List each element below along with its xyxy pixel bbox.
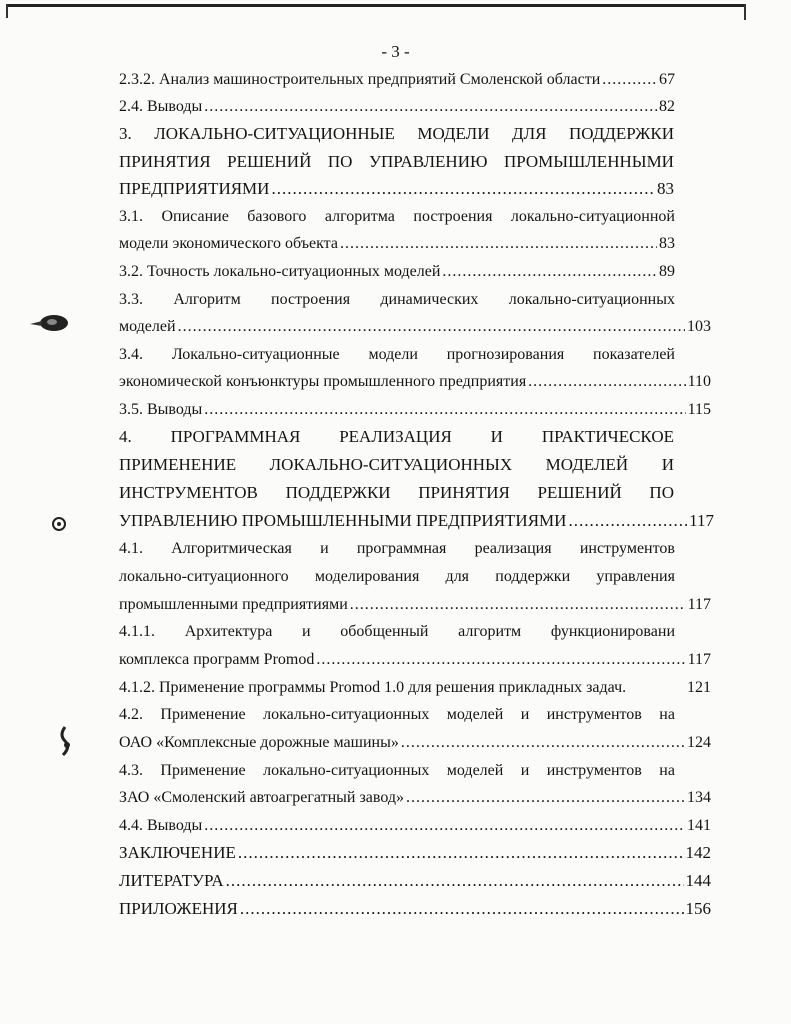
toc-entry-page: 82 xyxy=(659,98,675,115)
toc-entry-title: ЗАКЛЮЧЕНИЕ xyxy=(119,843,236,862)
word: обобщенный xyxy=(340,623,429,640)
toc-entry xyxy=(119,95,675,119)
toc-entry-title: модели экономического объекта xyxy=(119,235,338,252)
word: ПРАКТИЧЕСКОЕ xyxy=(541,427,674,446)
ink-spot-mark xyxy=(50,515,68,533)
word: 4.3. xyxy=(119,762,143,779)
toc-entry-page: 83 xyxy=(659,235,675,252)
toc-entry-title: экономической конъюнктуры промышленного предприятия xyxy=(119,373,527,390)
word: МОДЕЛИ xyxy=(417,124,490,143)
word: Алгоритм xyxy=(173,291,241,308)
leader-dots xyxy=(204,95,657,119)
toc-entry-page: 134 xyxy=(687,789,711,806)
word: функционировани xyxy=(550,623,675,640)
word: ПРИМЕНЕНИЕ xyxy=(119,455,237,474)
toc-entry xyxy=(119,897,711,921)
word: Применение xyxy=(160,706,246,723)
toc-heading-line xyxy=(119,122,674,146)
word: 3. xyxy=(119,124,132,143)
leader-dots xyxy=(271,177,655,201)
toc-entry-page: 83 xyxy=(657,179,674,198)
leader-dots xyxy=(204,814,685,838)
toc-entry-page: 117 xyxy=(689,511,714,530)
ink-spot-mark xyxy=(55,725,75,761)
toc-entry-title: 3.5. Выводы xyxy=(119,401,203,418)
word: ПРИНЯТИЯ xyxy=(418,483,510,502)
toc-entry-page: 115 xyxy=(687,401,711,418)
word: ПОДДЕРЖКИ xyxy=(285,483,391,502)
word: Локально-ситуационные xyxy=(171,346,340,363)
word: базового xyxy=(247,208,307,225)
toc-entry-title: ЛИТЕРАТУРА xyxy=(119,871,224,890)
toc-entry-page: 103 xyxy=(687,318,711,335)
word: инструментов xyxy=(546,706,642,723)
word: РЕШЕНИЙ xyxy=(227,152,312,171)
leader-dots xyxy=(238,841,684,865)
toc-entry-page: 67 xyxy=(659,71,675,88)
punch-hole-mark xyxy=(28,310,74,336)
toc-entry xyxy=(119,841,711,865)
toc-entry-page: 142 xyxy=(685,843,711,862)
page-border-right xyxy=(744,4,746,20)
toc-entry-line xyxy=(119,343,675,367)
toc-entry-line xyxy=(119,759,675,783)
word: РЕШЕНИЙ xyxy=(537,483,622,502)
word: ДЛЯ xyxy=(512,124,547,143)
word: локально-ситуационных xyxy=(508,291,675,308)
leader-dots xyxy=(178,315,685,339)
toc-heading-line xyxy=(119,150,674,174)
toc-entry xyxy=(119,177,674,201)
word: ПРОМЫШЛЕННЫМИ xyxy=(503,152,674,171)
toc-entry xyxy=(119,398,711,422)
word: поддержки xyxy=(495,568,571,585)
toc-entry-line xyxy=(119,205,675,229)
word: ПРОГРАММНАЯ xyxy=(170,427,301,446)
toc-entry-line xyxy=(119,288,675,312)
word: локально-ситуационного xyxy=(119,568,289,585)
toc-entry-title: ПРЕДПРИЯТИЯМИ xyxy=(119,179,270,198)
toc-entry-title: промышленными предприятиями xyxy=(119,596,348,613)
word: прогнозирования xyxy=(446,346,565,363)
page-border-top xyxy=(6,4,746,7)
toc-entry-line xyxy=(119,620,675,644)
leader-dots xyxy=(204,398,685,422)
toc-entry xyxy=(119,232,675,256)
toc-entry xyxy=(119,731,711,755)
word: и xyxy=(520,762,530,779)
toc-entry-title: комплекса программ Promod xyxy=(119,651,315,668)
page-border-left xyxy=(6,4,8,18)
word: МОДЕЛЕЙ xyxy=(545,455,629,474)
word: динамических xyxy=(380,291,479,308)
leader-dots xyxy=(350,593,686,617)
toc-entry-title: 2.4. Выводы xyxy=(119,98,203,115)
toc-entry-page: 110 xyxy=(687,373,711,390)
toc-entry xyxy=(119,509,714,533)
word: моделирования xyxy=(314,568,420,585)
toc-entry-page: 141 xyxy=(687,817,711,834)
word: локально-ситуационных xyxy=(263,762,430,779)
toc-entry-page: 117 xyxy=(687,596,711,613)
word: локально-ситуационных xyxy=(263,706,430,723)
toc-entry-page: 121 xyxy=(687,679,711,696)
word: управления xyxy=(596,568,675,585)
leader-dots xyxy=(226,869,684,893)
word: инструментов xyxy=(579,540,675,557)
toc-entry xyxy=(119,648,711,672)
word: Применение xyxy=(160,762,246,779)
toc-entry-title: ОАО «Комплексные дорожные машины» xyxy=(119,734,399,751)
toc-entry-page: 156 xyxy=(685,899,711,918)
leader-dots xyxy=(568,509,687,533)
word: построения xyxy=(413,208,493,225)
word: 4.2. xyxy=(119,706,143,723)
word: РЕАЛИЗАЦИЯ xyxy=(339,427,452,446)
toc-entry-title: ПРИЛОЖЕНИЯ xyxy=(119,899,238,918)
word: ЛОКАЛЬНО-СИТУАЦИОННЫХ xyxy=(269,455,513,474)
word: УПРАВЛЕНИЮ xyxy=(368,152,488,171)
word: алгоритм xyxy=(458,623,522,640)
leader-dots xyxy=(442,260,657,284)
toc-entry-title: 4.4. Выводы xyxy=(119,817,203,834)
word: ПРИНЯТИЯ xyxy=(119,152,211,171)
toc-entry xyxy=(119,370,711,394)
toc-entry-page: 144 xyxy=(685,871,711,890)
toc-entry-title: ЗАО «Смоленский автоагрегатный завод» xyxy=(119,789,405,806)
word: на xyxy=(659,762,675,779)
word: и xyxy=(320,540,329,557)
word: ЛОКАЛЬНО-СИТУАЦИОННЫЕ xyxy=(154,124,395,143)
leader-dots xyxy=(316,648,685,672)
word: алгоритма xyxy=(324,208,395,225)
word: Описание xyxy=(161,208,229,225)
word: 3.4. xyxy=(119,346,143,363)
word: построения xyxy=(271,291,351,308)
toc-entry-title: 3.2. Точность локально-ситуационных моделей xyxy=(119,263,441,280)
word: для xyxy=(445,568,470,585)
toc-entry xyxy=(119,869,711,893)
toc-entry-title: 2.3.2. Анализ машиностроительных предприятий Смоленской области xyxy=(119,71,601,88)
leader-dots xyxy=(602,68,657,92)
word: и xyxy=(302,623,311,640)
toc-entry-page: 89 xyxy=(659,263,675,280)
word: ПО xyxy=(649,483,674,502)
word: 3.3. xyxy=(119,291,143,308)
word: ПО xyxy=(327,152,353,171)
word: ИНСТРУМЕНТОВ xyxy=(119,483,258,502)
leader-dots xyxy=(406,786,685,810)
leader-dots xyxy=(340,232,657,256)
word: ПОДДЕРЖКИ xyxy=(568,124,674,143)
word: показателей xyxy=(593,346,675,363)
leader-dots xyxy=(528,370,685,394)
word: локально-ситуационной xyxy=(510,208,675,225)
word: на xyxy=(659,706,675,723)
toc-entry-title: 4.1.2. Применение программы Promod 1.0 для решения прикладных задач. xyxy=(119,679,627,696)
word: 3.1. xyxy=(119,208,143,225)
toc-entry-line xyxy=(119,565,675,589)
word: 4.1. xyxy=(119,540,143,557)
word: Алгоритмическая xyxy=(171,540,292,557)
word: и xyxy=(520,706,530,723)
word: Архитектура xyxy=(184,623,273,640)
word: И xyxy=(661,455,674,474)
toc-heading-line xyxy=(119,425,674,449)
toc-entry xyxy=(119,676,711,700)
toc-entry-line xyxy=(119,537,675,561)
toc-heading-line xyxy=(119,453,674,477)
leader-dots xyxy=(401,731,685,755)
word: моделей xyxy=(446,762,504,779)
toc-entry xyxy=(119,814,711,838)
toc-entry xyxy=(119,593,711,617)
toc-entry-title: моделей xyxy=(119,318,176,335)
word: 4. xyxy=(119,427,132,446)
toc-entry-line xyxy=(119,703,675,727)
word: модели xyxy=(368,346,418,363)
toc-entry xyxy=(119,68,675,92)
toc-entry xyxy=(119,786,711,810)
word: инструментов xyxy=(546,762,642,779)
leader-dots xyxy=(240,897,684,921)
toc-heading-line xyxy=(119,481,674,505)
toc-entry-page: 117 xyxy=(687,651,711,668)
toc-entry xyxy=(119,260,675,284)
word: реализация xyxy=(474,540,552,557)
word: И xyxy=(490,427,503,446)
page-number: - 3 - xyxy=(381,42,410,61)
word: моделей xyxy=(446,706,504,723)
toc-entry xyxy=(119,315,711,339)
word: 4.1.1. xyxy=(119,623,155,640)
toc-entry-page: 124 xyxy=(687,734,711,751)
toc-entry-title: УПРАВЛЕНИЮ ПРОМЫШЛЕННЫМИ ПРЕДПРИЯТИЯМИ xyxy=(119,511,567,530)
word: программная xyxy=(356,540,447,557)
